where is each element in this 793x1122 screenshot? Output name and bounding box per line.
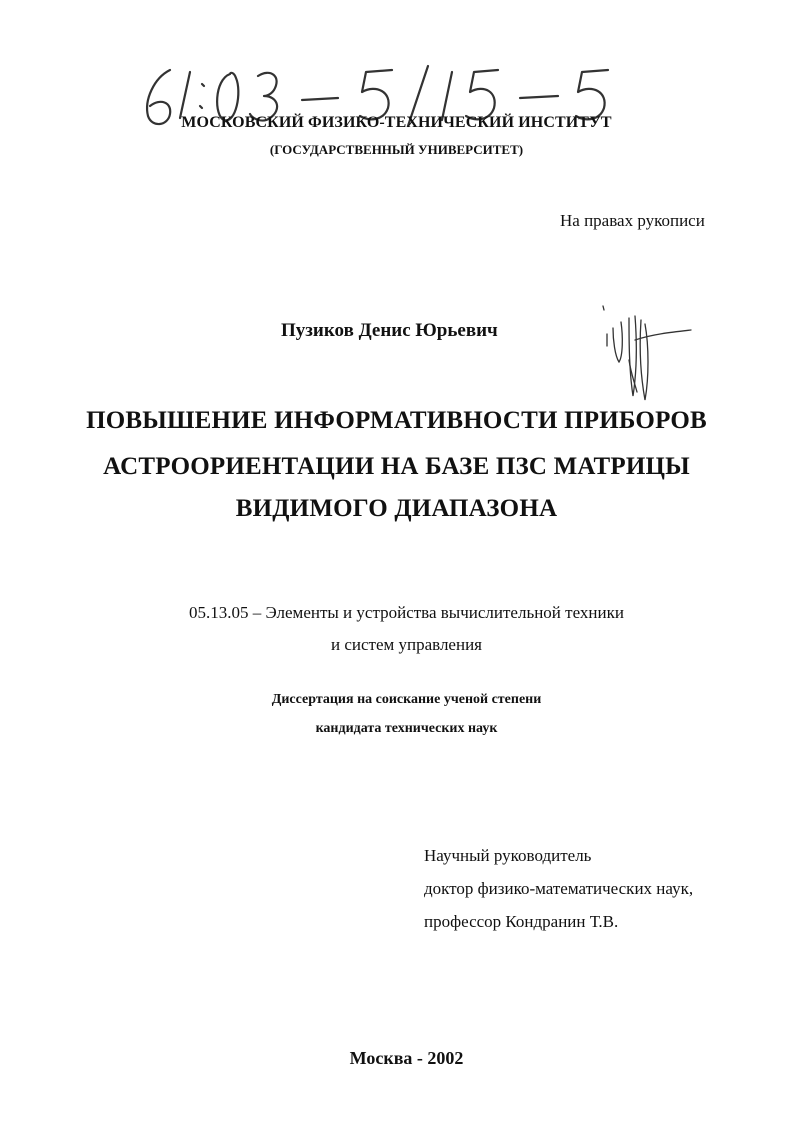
dissertation-title-line: АСТРООРИЕНТАЦИИ НА БАЗЕ ПЗС МАТРИЦЫ: [103, 453, 690, 480]
specialty-code-line: 05.13.05 – Элементы и устройства вычислительной техники: [189, 603, 624, 622]
specialty-name-line: и систем управления: [330, 635, 482, 654]
institute-status: (ГОСУДАРСТВЕННЫЙ УНИВЕРСИТЕТ): [269, 142, 524, 157]
author-name: Пузиков Денис Юрьевич: [281, 320, 498, 341]
dissertation-title-line: ПОВЫШЕНИЕ ИНФОРМАТИВНОСТИ ПРИБОРОВ: [86, 407, 707, 434]
degree-statement-line: кандидата технических наук: [315, 721, 498, 736]
manuscript-rights-note: На правах рукописи: [560, 211, 705, 230]
city-year: Москва - 2002: [349, 1048, 464, 1068]
degree-statement-line: Диссертация на соискание ученой степени: [271, 692, 542, 707]
advisor-degree: доктор физико-математических наук,: [424, 879, 694, 898]
institute-name: МОСКОВСКИЙ ФИЗИКО-ТЕХНИЧЕСКИЙ ИНСТИТУТ: [181, 114, 612, 131]
advisor-name: профессор Кондранин Т.В.: [424, 912, 619, 931]
dissertation-title-line: ВИДИМОГО ДИАПАЗОНА: [235, 495, 558, 522]
handwritten-signature-icon: [595, 300, 695, 405]
advisor-role: Научный руководитель: [424, 846, 592, 865]
